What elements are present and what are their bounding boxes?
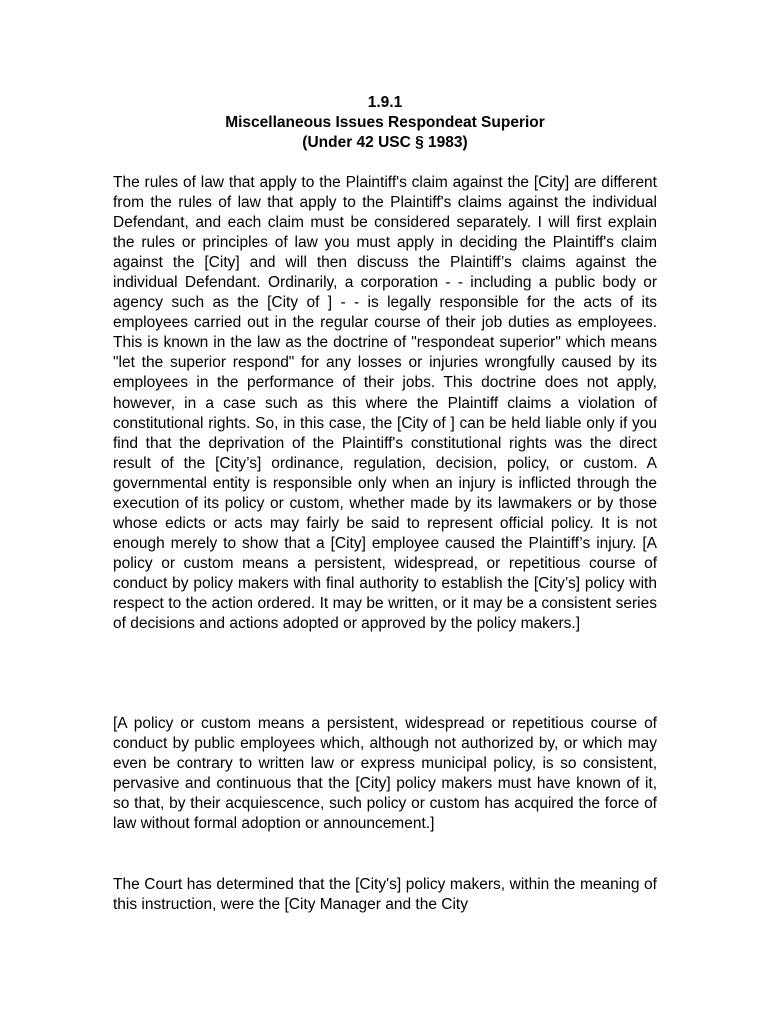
section-title: Miscellaneous Issues Respondeat Superior: [225, 114, 545, 131]
section-subtitle: (Under 42 USC § 1983): [302, 134, 468, 151]
paragraph-respondeat-superior: The rules of law that apply to the Plaintiff's claim against the [City] are different from the rules of law that apply to the Plaintiff's claims against the individual Defendant, and each claim must be considered separately. I will first explain the rules or principles of law you must apply in deciding the Plaintiff's claim against the [City] and will then discuss the Plaintiff’s claims against the individual Defendant. Ordinarily, a corporation - - including a public body or agency such as the [City of ] - - is legally responsible for the acts of its employees carried out in the regular course of their job duties as employees. This is known in the law as the doctrine of "respondeat superior" which means "let the superior respond" for any losses or injuries wrongfully caused by its employees in the performance of their jobs. This doctrine does not apply, however, in a case such as this where the Plaintiff claims a violation of constitutional rights. So, in this case, the [City of ] can be held liable only if you find that the deprivation of the Plaintiff's constitutional rights was the direct result of the [City’s] ordinance, regulation, decision, policy, or custom. A governmental entity is responsible only when an injury is inflicted through the execution of its policy or custom, whether made by its lawmakers or by those whose edicts or acts may fairly be said to represent official policy. It is not enough merely to show that a [City] employee caused the Plaintiff’s injury. [A policy or custom means a persistent, widespread, or repetitious course of conduct by policy makers with final authority to establish the [City’s] policy with respect to the action ordered. It may be written, or it may be a consistent series of decisions and actions adopted or approved by the policy makers.]: [113, 174, 657, 633]
paragraph-policy-custom-definition: [A policy or custom means a persistent, widespread or repetitious course of conduct by public employees which, although not authorized by, or which may even be contrary to written law or express municipal policy, is so consistent, pervasive and continuous that the [City] policy makers must have known of it, so that, by their acquiescence, such policy or custom has acquired the force of law without formal adoption or announcement.]: [113, 715, 657, 833]
paragraph-policy-makers: The Court has determined that the [City's] policy makers, within the meaning of this instruction, were the [City Manager and the City: [113, 876, 657, 914]
section-number: 1.9.1: [367, 94, 403, 111]
